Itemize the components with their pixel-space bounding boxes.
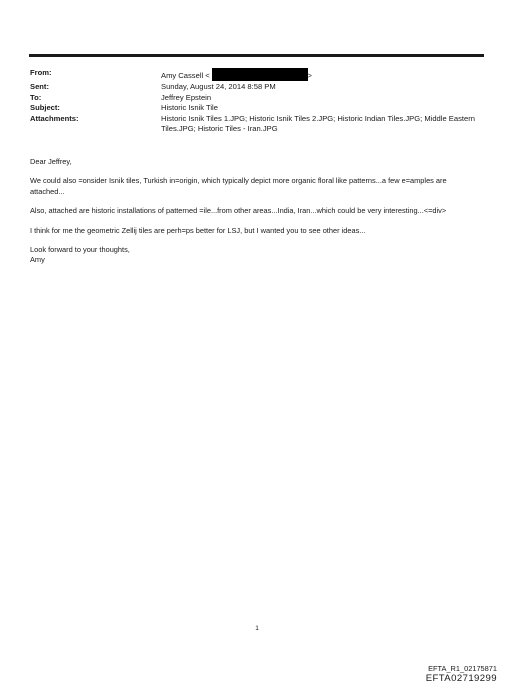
header-divider xyxy=(29,54,484,57)
sent-row xyxy=(30,82,480,92)
closing-line: Look forward to your thoughts, xyxy=(30,245,130,255)
sender-name: Amy Cassell < xyxy=(161,71,210,80)
subject-value: Historic Isnik Tile xyxy=(161,103,218,113)
footer-document-id-1: EFTA_R1_02175871 xyxy=(428,664,497,673)
to-label: To: xyxy=(30,92,42,102)
subject-label: Subject: xyxy=(30,103,60,113)
from-label: From: xyxy=(30,68,52,77)
subject-row xyxy=(30,103,480,113)
greeting: Dear Jeffrey, xyxy=(30,157,72,166)
attachments-label: Attachments: xyxy=(30,113,79,123)
email-header xyxy=(30,68,480,134)
footer-document-id-2: EFTA02719299 xyxy=(425,673,497,684)
signature: Amy xyxy=(30,255,45,265)
redaction-block xyxy=(212,68,308,81)
from-value xyxy=(161,68,480,82)
attachments-row xyxy=(30,114,480,135)
sender-email-close: > xyxy=(307,73,312,80)
to-value: Jeffrey Epstein xyxy=(161,92,212,102)
page-number: 1 xyxy=(255,625,259,632)
body-paragraph-1: We could also =onsider Isnik tiles, Turkish in=origin, which typically depict more organic floral like patterns...a few e=amples are attached... xyxy=(30,176,447,196)
attachments-value: Historic Isnik Tiles 1.JPG; Historic Isnik Tiles 2.JPG; Historic Indian Tiles.JPG; Middle Eastern Tiles.JPG; Historic Tiles - Iran.JPG xyxy=(161,113,475,134)
from-row xyxy=(30,68,480,82)
email-body xyxy=(30,157,480,266)
to-row xyxy=(30,93,480,103)
body-paragraph-2: Also, attached are historic installations of patterned =ile...from other areas...India, Iran...which could be very interesting...<=div> xyxy=(30,206,447,216)
sent-value: Sunday, August 24, 2014 8:58 PM xyxy=(161,82,276,92)
body-paragraph-3: I think for me the geometric Zellij tiles are perh=ps better for LSJ, but I wanted you to see other ideas... xyxy=(30,225,366,235)
sent-label: Sent: xyxy=(30,82,49,92)
